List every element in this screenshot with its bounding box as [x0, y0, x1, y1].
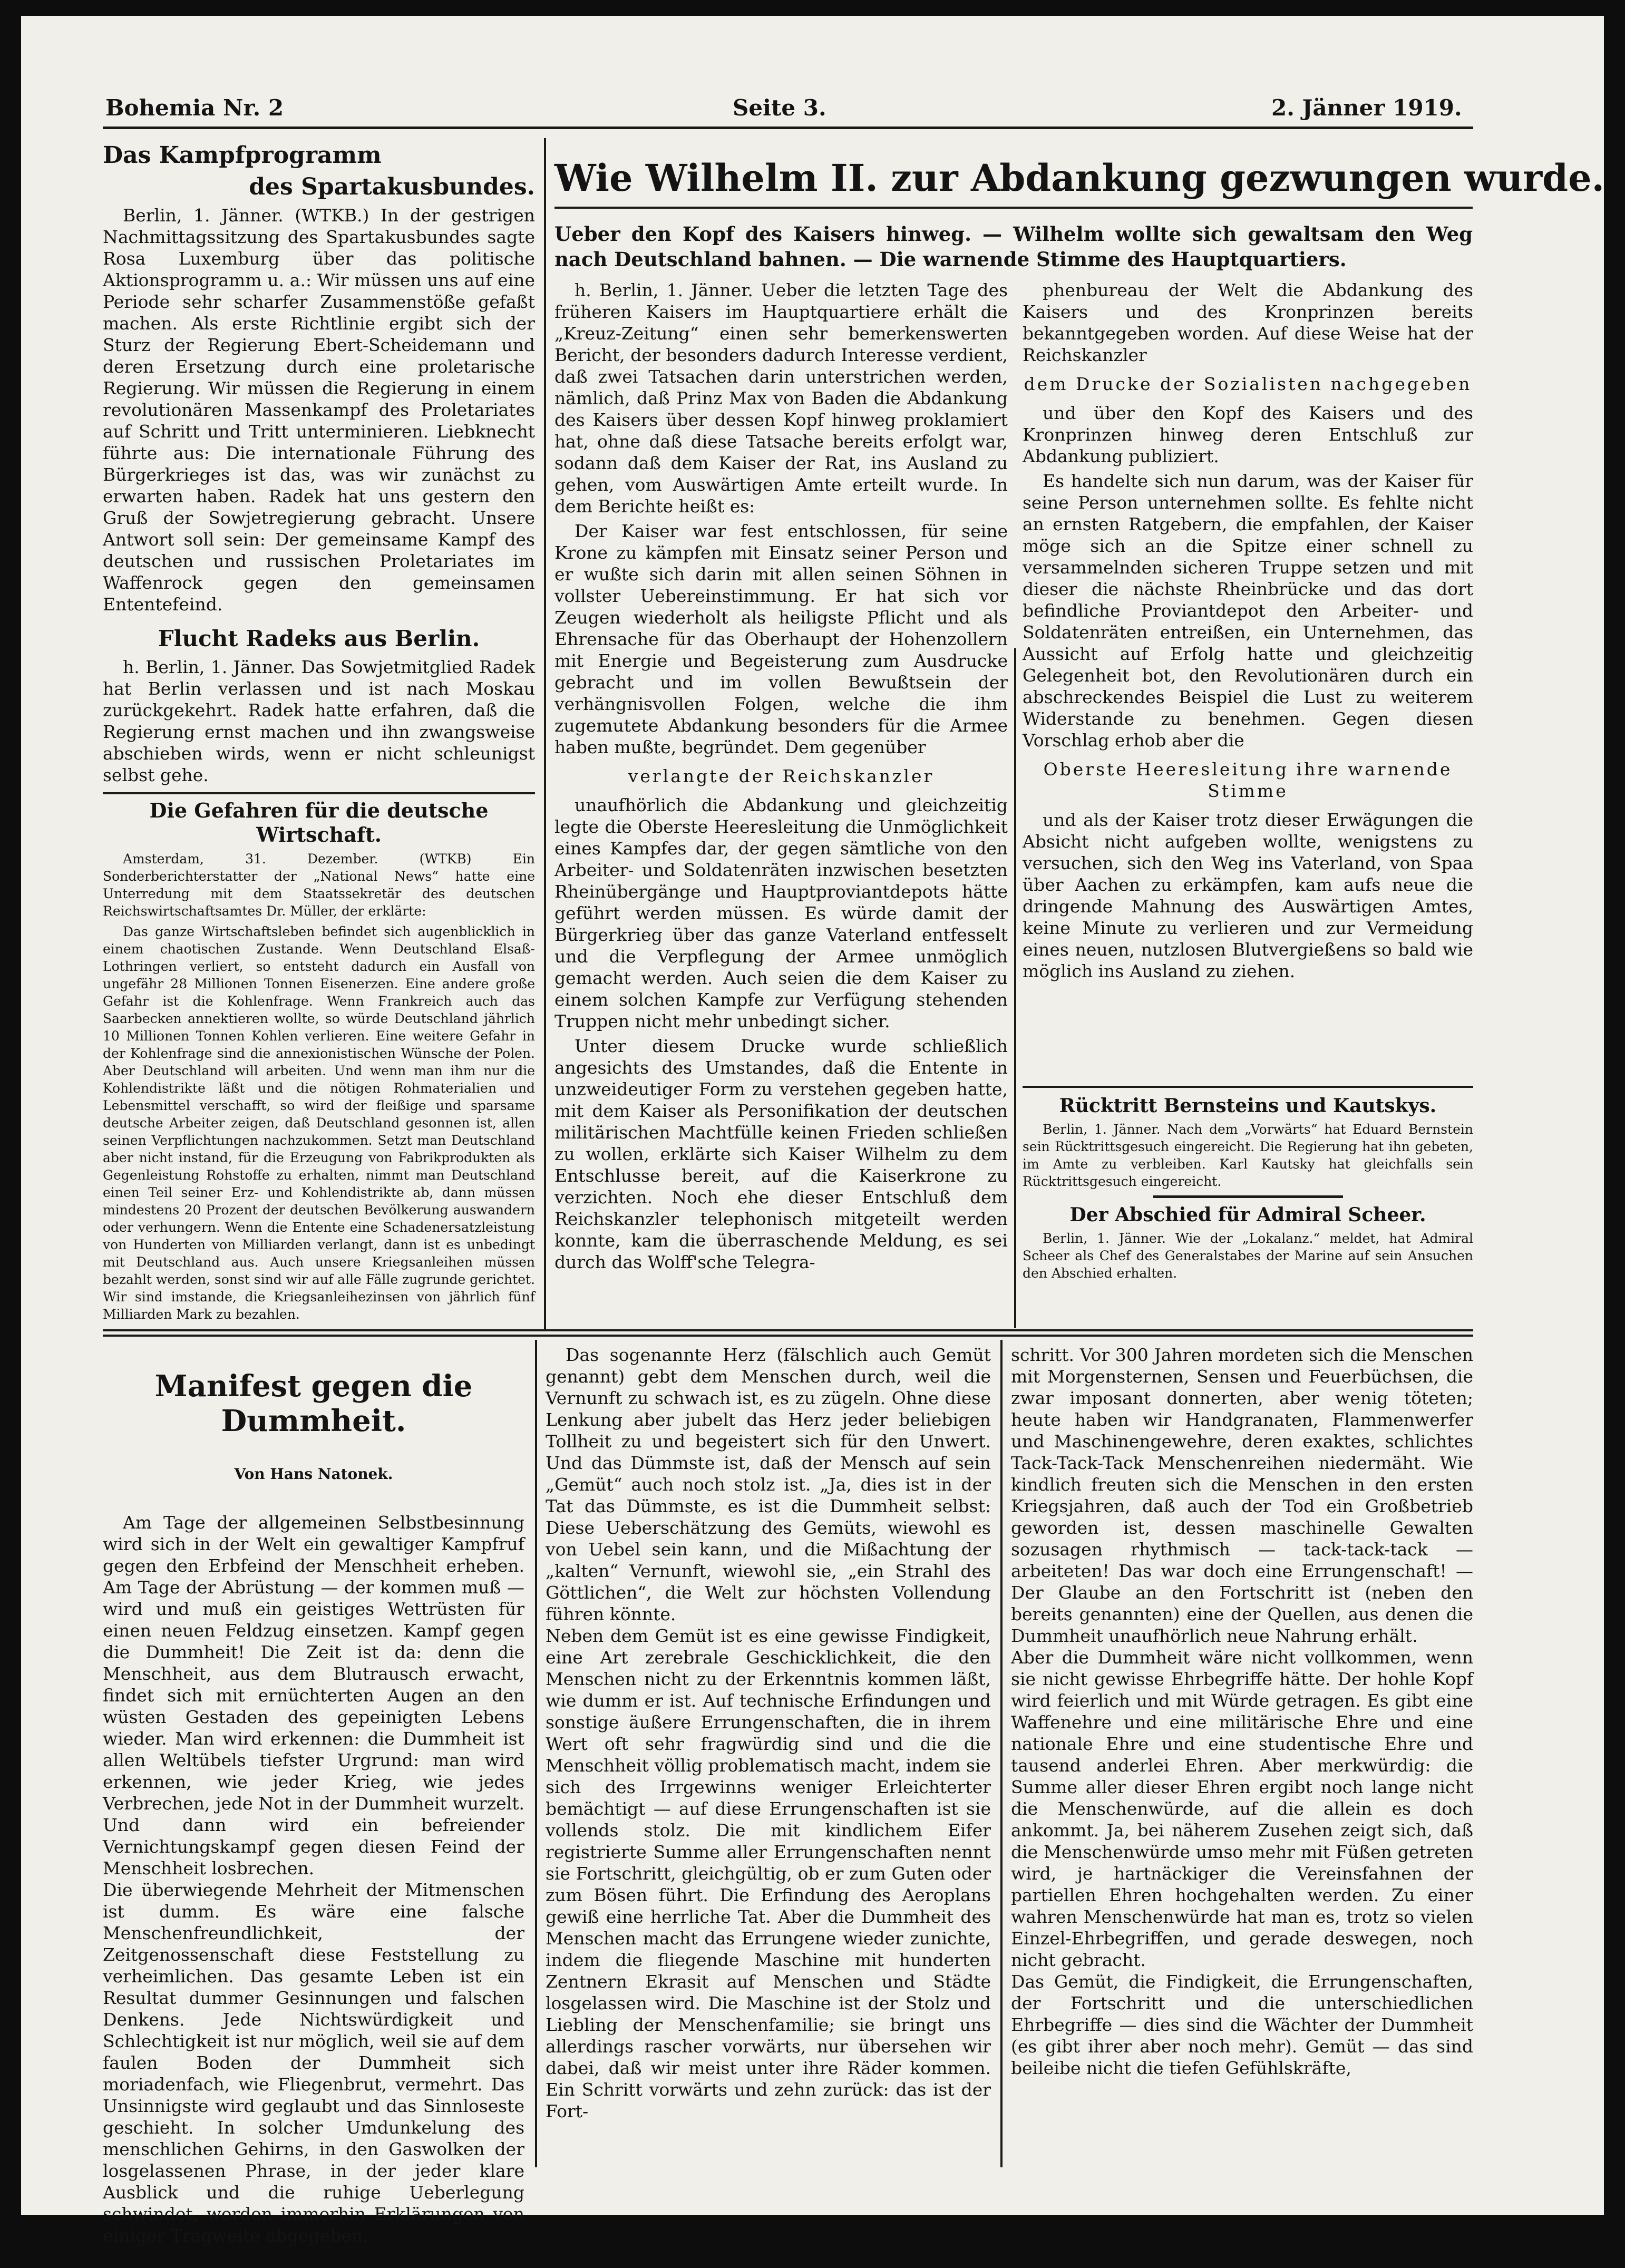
article-headline: Rücktritt Bernsteins und Kautskys.: [1059, 1095, 1437, 1117]
article-headline: Der Abschied für Admiral Scheer.: [1069, 1204, 1426, 1226]
column-rule: [544, 138, 546, 1329]
feuilleton-byline: Von Hans Natonek.: [234, 1465, 393, 1483]
article-body: Unter diesem Drucke wurde schließlich angesichts des Umstandes, daß die Entente in unzweideutiger Form zu verstehen gegeben hatte, mit dem Kaiser als Personifikation der deutschen militärischen Machtfülle keinen Frieden schließen zu wollen, erklärte sich Kaiser Wilhelm zu dem Entschlusse bereit, auf die Kaiserkrone zu verzichten. Noch ehe dieser Entschluß dem Reichskanzler telephonisch mitgeteilt werden konnte, kam die überraschende Meldung, es sei durch das Wolff'sche Telegra-: [554, 1036, 1008, 1272]
left-column: [103, 138, 535, 1327]
article-body: Das ganze Wirtschaftsleben befindet sich augenblicklich in einem chaotischen Zustande. Wenn Deutschland Elsaß-Lothringen verliert, so entsteht dadurch ein Ausfall von ungefähr 28 Millionen Tonnen Eisenerzen. Eine andere große Gefahr ist die Kohlenfrage. Wenn Frankreich auch das Saarbecken annektieren wollte, so würde Deutschland jährlich 10 Millionen Tonnen Kohlen verlieren. Eine weitere Gefahr in der Kohlenfrage sind die annexionistischen Wünsche der Polen. Aber Deutschland will arbeiten. Und wenn man ihm nur die Kohlendistrikte läßt und die nötigen Rohmaterialien und Lebensmittel verschafft, so wird der fleißige und sparsame deutsche Arbeiter zeigen, daß Deutschland gesonnen ist, allen seinen Verpflichtungen nachzukommen. Setzt man Deutschland aber nicht instand, für die Erzeugung von Fabrikprodukten als Gegenleistung Rohstoffe zu erhalten, nimmt man Deutschland einen Teil seiner Erz- und Kohlendistrikte ab, dann müssen mindestens 20 Prozent der deutschen Bevölkerung auswandern oder verhungern. Wenn die Entente eine Schadenersatzleistung von Hunderten von Milliarden verlangt, dann ist es unbedingt mit Deutschland aus. Auch unsere Kriegsanleihen müssen bezahlt werden, sonst sind wir auf alle Fälle zugrunde gerichtet. Wir sind imstande, die Kriegsanleihezinsen von jährlich fünf Milliarden Mark zu bezahlen.: [103, 924, 535, 1322]
main-headline: Wie Wilhelm II. zur Abdankung gezwungen wurde.: [554, 156, 1604, 200]
article-subhead: dem Drucke der Sozialisten nachgegeben: [1024, 374, 1472, 394]
feuilleton-column-1: [103, 1344, 524, 2246]
page-number: Seite 3.: [733, 95, 826, 121]
right-short-articles: [1023, 1091, 1473, 1328]
short-divider: [1153, 1195, 1343, 1198]
header-rule: [103, 126, 1473, 129]
article-headline: des Spartakusbundes.: [249, 173, 535, 200]
main-article-column-2: [1023, 279, 1473, 1086]
main-deck: Ueber den Kopf des Kaisers hinweg. — Wilhelm wollte sich gewaltsam den Weg nach Deutschland bahnen. — Die warnende Stimme des Hauptquartiers.: [554, 222, 1473, 271]
article-body: Es handelte sich nun darum, was der Kaiser für seine Person unternehmen sollte. Es fehlte nicht an ernsten Ratgebern, die empfahlen, der Kaiser möge sich an die Spitze einer schnell zu versammelnden sicheren Truppe setzen und mit dieser die nächste Rheinbrücke und das dort befindliche Proviantdepot den Arbeiter- und Soldatenräten entreißen, ein Unternehmen, das Aussicht auf Erfolg hatte und gleichzeitig Gelegenheit bot, den Revolutionären durch ein abschreckendes Beispiel die Lust zu weiterem Widerstande zu benehmen. Gegen diesen Vorschlag erhob aber die: [1023, 471, 1473, 751]
issue-date: 2. Jänner 1919.: [1271, 95, 1462, 121]
article-divider: [103, 792, 535, 794]
column-rule: [535, 1340, 537, 2167]
article-body: und als der Kaiser trotz dieser Erwägungen die Absicht nicht aufgeben wollte, wenigstens zu versuchen, sich den Weg ins Vaterland, von Spaa über Aachen zu erkämpfen, kam aufs neue die dringende Mahnung des Auswärtigen Amtes, keine Minute zu verlieren und zur Vermeidung eines neuen, nutzlosen Blutvergießens so bald wie möglich ins Ausland zu ziehen.: [1023, 810, 1473, 981]
newspaper-page: [21, 16, 1604, 2246]
article-body: Amsterdam, 31. Dezember. (WTKB) Ein Sonderberichterstatter der „National News“ hatte eine Unterredung mit dem Staatssekretär des deutschen Reichswirtschaftsamtes Dr. Müller, der erklärte:: [103, 851, 535, 919]
article-subhead: Oberste Heeresleitung ihre warnende Stimme: [1043, 759, 1453, 801]
article-body: Der Kaiser war fest entschlossen, für seine Krone zu kämpfen mit Einsatz seiner Person und er wußte sich darin mit allen seinen Söhnen in vollster Uebereinstimmung. Er hat sich vor Zeugen wiederholt als heiligste Pflicht und als Ehrensache für das Oberhaupt der Hohenzollern mit Energie und Begeisterung zum Ausdrucke gebracht und im vollen Bewußtsein der verhängnisvollen Folgen, welche die ihm zugemutete Abdankung besonders für die Armee haben mußte, begründet. Dem gegenüber: [554, 521, 1008, 757]
feuilleton-column-2: Das sogenannte Herz (fälschlich auch Gemüt genannt) gebt dem Menschen durch, weil die Vernunft zu schwach ist, es zu zügeln. Ohne diese Lenkung aber jubelt das Herz jeder beliebigen Tollheit zu und begeistert sich für den Unwert. Und das Dümmste ist, daß der Mensch auf sein „Gemüt“ auch noch stolz ist. „Ja, dies ist in der Tat das Dümmste, es ist die Dummheit selbst: Diese Ueberschätzung des Gemüts, wiewohl es von Uebel sein kann, und die Mißachtung der „kalten“ Vernunft, wiewohl sie, „ein Strahl des Göttlichen“, die Welt zur höchsten Vollendung führen könnte. Neben dem Gemüt ist es eine gewisse Findigkeit, eine Art zerebrale Geschicklichkeit, die den Menschen nicht zu der Erkenntnis kommen läßt, wie dumm er ist. Auf technische Erfindungen und sonstige äußere Errungenschaften, die in ihrem Wert oft sehr fragwürdig sind und die die Menschheit völlig problematisch macht, indem sie sich des Irrgewinns weniger Erleichterter bemächtigt — auf diese Errungenschaften ist sie vollends stolz. Die mit kindlichem Eifer registrierte Summe aller Errungenschaften nennt sie Fortschritt, gleichgültig, ob er zum Guten oder zum Bösen führt. Die Erfindung des Aeroplans gewiß eine herrliche Tat. Aber die Dummheit des Menschen macht das Errungene wieder zunichte, indem die fliegende Maschine mit hunderten Zentnern Ekrasit auf Menschen und Städte losgelassen wird. Die Maschine ist der Stolz und Liebling der Menschenfamilie; sie bringt uns allerdings rascher vorwärts, nur übersehen wir dabei, daß wir meist unter ihre Räder kommen. Ein Schritt vorwärts und zehn zurück: das ist der Fort-: [546, 1345, 991, 2121]
article-body: h. Berlin, 1. Jänner. Ueber die letzten Tage des früheren Kaisers im Hauptquartiere erhält die „Kreuz-Zeitung“ einen sehr bemerkenswerten Bericht, der besonders dadurch Interesse verdient, daß zwei Tatsachen darin unterstrichen werden, nämlich, daß Prinz Max von Baden die Abdankung des Kaisers über dessen Kopf hinweg proklamiert hat, ohne daß diese Tatsache bereits erfolgt war, sodann daß dem Kaiser der Rat, ins Ausland zu gehen, vom Auswärtigen Amte erteilt wurde. In dem Berichte heißt es:: [554, 280, 1008, 517]
article-body: und über den Kopf des Kaisers und des Kronprinzen hinweg deren Entschluß zur Abdankung publiziert.: [1023, 403, 1473, 466]
feuilleton-headline: Manifest gegen die Dummheit.: [154, 1369, 473, 1438]
section-rule: [103, 1335, 1473, 1337]
column-rule: [1000, 1340, 1003, 2167]
article-subhead: verlangte der Reichskanzler: [628, 766, 935, 786]
article-body: phenbureau der Welt die Abdankung des Kaisers und des Kronprinzen bereits bekanntgegeben worden. Auf diese Weise hat der Reichskanzler: [1023, 280, 1473, 365]
headline-rule: [554, 207, 1473, 209]
column-rule: [1014, 648, 1016, 1328]
article-divider: [1023, 1086, 1473, 1088]
article-body: Berlin, 1. Jänner. Nach dem „Vorwärts“ hat Eduard Bernstein sein Rücktrittsgesuch eingereicht. Die Regierung hat ihn gebeten, im Amte zu verbleiben. Karl Kautsky hat gleichfalls sein Rücktrittsgesuch eingereicht.: [1023, 1122, 1473, 1189]
article-headline: Das Kampfprogramm: [103, 142, 382, 169]
main-article-column-1: [554, 279, 1008, 1328]
section-rule: [103, 1329, 1473, 1331]
article-body: h. Berlin, 1. Jänner. Das Sowjetmitglied Radek hat Berlin verlassen und ist nach Moskau zurückgekehrt. Radek hatte erfahren, daß die Regierung ernst machen und ihn zwangsweise abschieben wirds, wenn er nicht schleunigst selbst gehe.: [103, 657, 535, 785]
feuilleton-column-3: schritt. Vor 300 Jahren mordeten sich die Menschen mit Morgensternen, Sensen und Feuerbüchsen, die zwar imposant donnerten, aber wenig töteten; heute haben wir Handgranaten, Flammenwerfer und Maschinengewehre, deren exaktes, schlichtes Tack-Tack-Tack Menschenreihen niedermäht. Wie kindlich freuten sich die Menschen in den ersten Kriegsjahren, daß auch der Tod ein Großbetrieb geworden ist, dessen maschinelle Gewalten sozusagen rhythmisch — tack-tack-tack — arbeiteten! Das war doch eine Errungenschaft! — Der Glaube an den Fortschritt ist (neben den bereits genannten) eine der Quellen, aus denen die Dummheit unaufhörlich neue Nahrung erhält. Aber die Dummheit wäre nicht vollkommen, wenn sie nicht gewisse Ehrbegriffe hätte. Der hohle Kopf wird feierlich und mit Würde getragen. Es gibt eine Waffenehre und eine militärische Ehre und eine nationale Ehre und eine studentische Ehre und tausend anderlei Ehren. Aber merkwürdig: die Summe aller dieser Ehren ergibt noch lange nicht die Menschenwürde, auf die allein es doch ankommt. Ja, bei näherem Zusehen zeigt sich, daß die Menschenwürde umso mehr mit Füßen getreten wird, je hartnäckiger die Vereinsfahnen der partiellen Ehren hochgehalten werden. Zu einer wahren Menschenwürde hat man es, trotz so vielen Einzel-Ehrbegriffen, und gerade deswegen, noch nicht gebracht. Das Gemüt, die Findigkeit, die Errungenschaften, der Fortschritt und die unterschiedlichen Ehrbegriffe — dies sind die Wächter der Dummheit (es gibt ihrer aber noch mehr). Gemüt — das sind beileibe nicht die tiefen Gefühlskräfte,: [1011, 1345, 1473, 2078]
publication-name: Bohemia Nr. 2: [105, 95, 284, 121]
feuilleton-text: Am Tage der allgemeinen Selbstbesinnung wird sich in der Welt ein gewaltiger Kampfruf gegen den Erbfeind der Menschheit erheben. Am Tage der Abrüstung — der kommen muß — wird und muß ein geistiges Wettrüsten für einen neuen Feldzug einsetzen. Kampf gegen die Dummheit! Die Zeit ist da: denn die Menschheit, aus dem Blutrausch erwacht, findet sich mit ernüchterten Augen an den wüsten Gestaden des gepeinigten Lebens wieder. Man wird erkennen: die Dummheit ist allen Weltübels tiefster Urgrund: man wird erkennen, wie jeder Krieg, wie jedes Verbrechen, jede Not in der Dummheit wurzelt. Und dann wird ein befreiender Vernichtungskampf gegen diesen Feind der Menschheit losbrechen. Die überwiegende Mehrheit der Mitmenschen ist dumm. Es wäre eine falsche Menschenfreundlichkeit, der Zeitgenossenschaft diese Feststellung zu verheimlichen. Das gesamte Leben ist ein Resultat dummer Gesinnungen und falschen Denkens. Jede Nichtswürdigkeit und Schlechtigkeit ist nur möglich, weil sie auf dem faulen Boden der Dummheit sich moriadenfach, wie Fliegenbrut, vermehrt. Das Unsinnigste wird geglaubt und das Sinnloseste geschieht. In solcher Umdunkelung des menschlichen Gehirns, in den Gaswolken der losgelassenen Phrase, in der jeder klare Ausblick und die ruhige Ueberlegung schwindet, werden immerhin Erklärungen von einiger Tragweite abgegeben.: [103, 1512, 524, 2246]
article-body: Berlin, 1. Jänner. Wie der „Lokalanz.“ meldet, hat Admiral Scheer als Chef des Generalstabes der Marine auf sein Ansuchen den Abschied erhalten.: [1023, 1231, 1473, 1281]
article-body: Berlin, 1. Jänner. (WTKB.) In der gestrigen Nachmittagssitzung des Spartakusbundes sagte Rosa Luxemburg über das politische Aktionsprogramm u. a.: Wir müssen uns auf eine Periode sehr scharfer Zusammenstöße gefaßt machen. Als erste Richtlinie ergibt sich der Sturz der Regierung Ebert-Scheidemann und deren Ersetzung durch eine proletarische Regierung. Wir müssen die Regierung in einem revolutionären Massenkampf des Proletariates auf Schritt und Tritt unterminieren. Liebknecht führte aus: Die internationale Führung des Bürgerkrieges ist das, was wir zunächst zu erwarten haben. Radek hat uns gestern den Gruß der Sowjetregierung gebracht. Unsere Antwort soll sein: Der gemeinsame Kampf des deutschen und russischen Proletariates im Waffenrock gegen den gemeinsamen Ententefeind.: [103, 205, 535, 615]
article-body: unaufhörlich die Abdankung und gleichzeitig legte die Oberste Heeresleitung die Unmöglichkeit eines Kampfes dar, der gegen sämtliche von den Arbeiter- und Soldatenräten inzwischen besetzten Rheinübergänge und Hauptproviantdepots hätte geführt werden müssen. Es würde damit der Bürgerkrieg über das ganze Vaterland entfesselt und die Verpflegung der Armee unmöglich gemacht werden. Auch seien die dem Kaiser zu einem solchen Kampfe zur Verfügung stehenden Truppen nicht mehr unbedingt sicher.: [554, 795, 1008, 1031]
article-headline: Die Gefahren für die deutsche Wirtschaft.: [149, 799, 489, 846]
article-headline: Flucht Radeks aus Berlin.: [158, 626, 480, 651]
